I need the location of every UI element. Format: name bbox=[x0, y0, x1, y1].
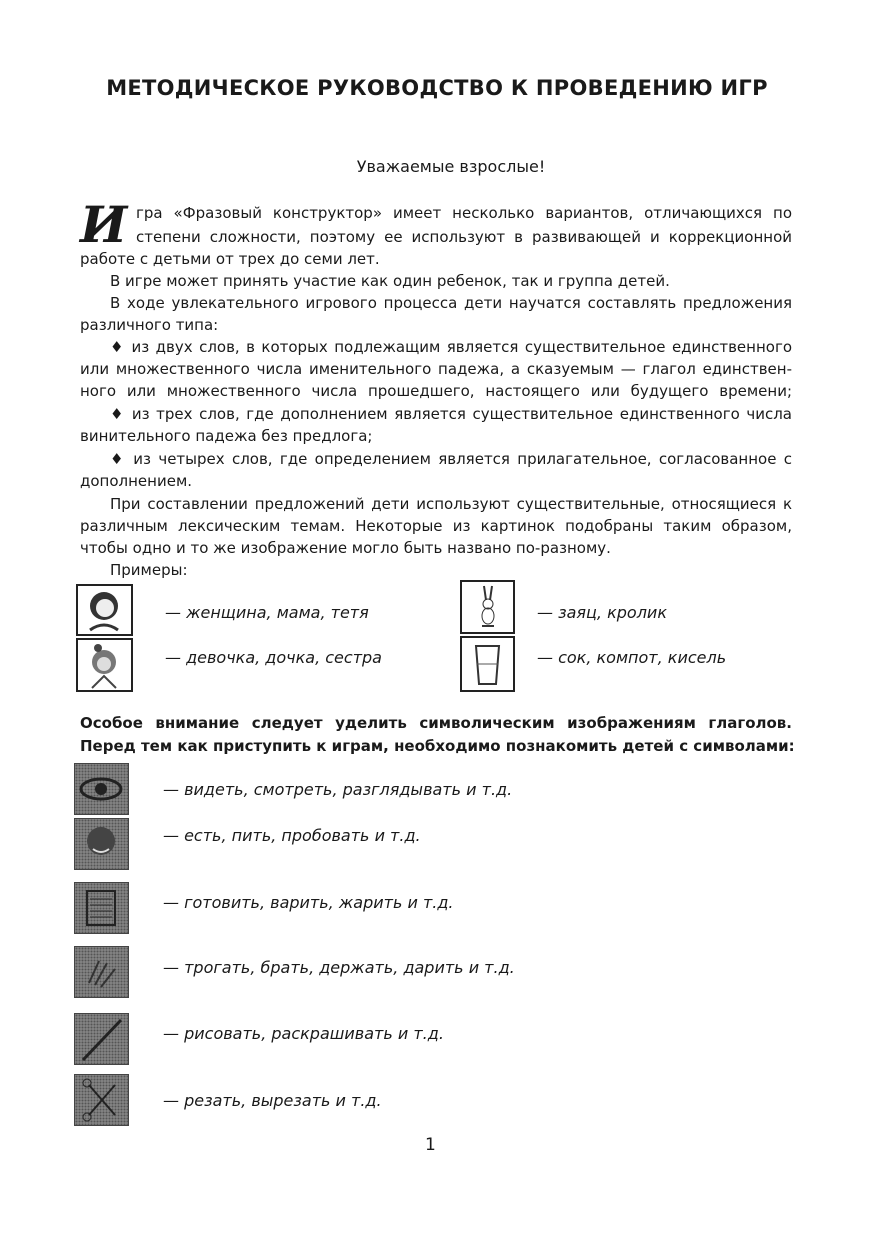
page-number: 1 bbox=[425, 1135, 436, 1155]
paragraph-line: чтобы одно и то же изображение могло быть названо по-разному. bbox=[80, 539, 611, 557]
example-caption: — сок, компот, кисель bbox=[537, 648, 727, 667]
bullet-line: ного или множественного числа прошедшего, настоящего или будущего времени; bbox=[80, 382, 792, 400]
hand-symbol-icon bbox=[74, 946, 129, 998]
rabbit-picture-icon bbox=[460, 580, 515, 634]
paragraph-line: При составлении предложений дети используют существительные, относящиеся к bbox=[110, 495, 792, 513]
paragraph-line: В ходе увлекательного игрового процесса дети научатся составлять предложения bbox=[110, 294, 792, 312]
examples-label: Примеры: bbox=[110, 561, 188, 579]
intro-line: работе с детьми от трех до семи лет. bbox=[80, 250, 380, 268]
intro-line: степени сложности, поэтому ее используют в развивающей и коррекционной bbox=[136, 228, 792, 246]
bullet-line: ♦ из двух слов, в которых подлежащим является существительное единственного bbox=[110, 338, 792, 356]
glass-picture-icon bbox=[460, 636, 515, 692]
scissors-symbol-icon bbox=[74, 1074, 129, 1126]
eye-symbol-icon bbox=[74, 763, 129, 815]
example-caption: — заяц, кролик bbox=[537, 603, 667, 622]
drop-cap: И bbox=[80, 195, 128, 254]
bullet-line: ♦ из четырех слов, где определением является прилагательное, согласованное с bbox=[110, 450, 792, 468]
greeting-heading: Уважаемые взрослые! bbox=[356, 157, 546, 176]
verb-caption: — есть, пить, пробовать и т.д. bbox=[163, 826, 421, 845]
girl-picture-icon bbox=[76, 638, 133, 692]
paragraph: В игре может принять участие как один ребенок, так и группа детей. bbox=[110, 272, 670, 290]
woman-picture-icon bbox=[76, 584, 133, 636]
page-title: МЕТОДИЧЕСКОЕ РУКОВОДСТВО К ПРОВЕДЕНИЮ ИГР bbox=[106, 76, 768, 100]
intro-line: гра «Фразовый конструктор» имеет несколько вариантов, отличающихся по bbox=[136, 204, 792, 222]
verb-caption: — рисовать, раскрашивать и т.д. bbox=[163, 1024, 444, 1043]
verb-caption: — видеть, смотреть, разглядывать и т.д. bbox=[163, 780, 513, 799]
attention-line: Перед тем как приступить к играм, необходимо познакомить детей с символами: bbox=[80, 737, 795, 755]
pencil-symbol-icon bbox=[74, 1013, 129, 1065]
bullet-line: ♦ из трех слов, где дополнением является существительное единственного числа bbox=[110, 405, 792, 423]
example-caption: — девочка, дочка, сестра bbox=[165, 648, 382, 667]
attention-line: Особое внимание следует уделить символическим изображениям глаголов. bbox=[80, 714, 792, 732]
example-caption: — женщина, мама, тетя bbox=[165, 603, 369, 622]
bullet-line: или множественного числа именительного падежа, а сказуемым — глагол единствен- bbox=[80, 360, 792, 378]
verb-caption: — резать, вырезать и т.д. bbox=[163, 1091, 382, 1110]
verb-caption: — трогать, брать, держать, дарить и т.д. bbox=[163, 958, 515, 977]
verb-caption: — готовить, варить, жарить и т.д. bbox=[163, 893, 454, 912]
stove-symbol-icon bbox=[74, 882, 129, 934]
paragraph-line: различным лексическим темам. Некоторые из картинок подобраны таким образом, bbox=[80, 517, 792, 535]
paragraph-line: различного типа: bbox=[80, 316, 219, 334]
bullet-line: дополнением. bbox=[80, 472, 193, 490]
mouth-symbol-icon bbox=[74, 818, 129, 870]
bullet-line: винительного падежа без предлога; bbox=[80, 427, 373, 445]
